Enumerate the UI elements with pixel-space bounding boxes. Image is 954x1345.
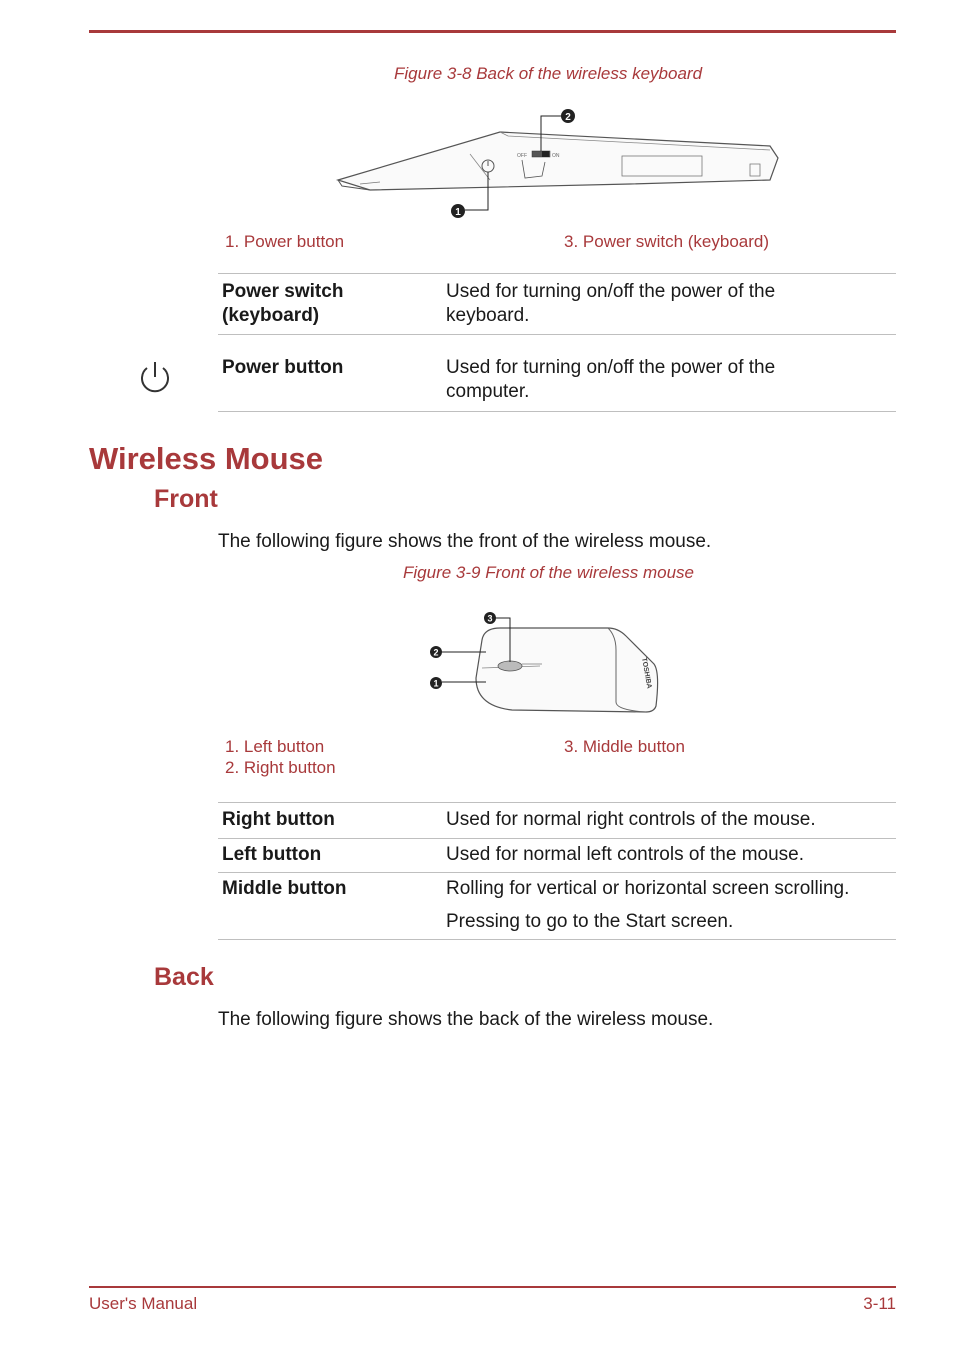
table-row — [218, 802, 896, 838]
term-power-button: Power button — [222, 357, 344, 378]
back-heading: Back — [154, 963, 214, 991]
keyboard-controls-table — [218, 273, 896, 412]
switch-off-label: OFF — [517, 153, 527, 159]
figure-caption-keyboard: Figure 3-8 Back of the wireless keyboard — [394, 64, 703, 83]
term-middle-button: Middle button — [222, 878, 347, 899]
desc-left-button: Used for normal left controls of the mouse. — [446, 844, 804, 865]
footer-rule — [89, 1286, 896, 1288]
power-icon — [138, 360, 172, 396]
callout-badge-1 — [451, 204, 465, 218]
svg-text:3: 3 — [487, 613, 493, 624]
desc-power-button: Used for turning on/off the power of the computer. — [446, 357, 776, 402]
mouse-controls-table — [218, 802, 896, 940]
svg-text:2: 2 — [433, 647, 439, 658]
switch-on-label: ON — [552, 153, 560, 159]
table-row — [218, 273, 896, 334]
section-title: Wireless Mouse — [89, 441, 324, 476]
legend-left-button: 1. Left button 2. Right button — [225, 737, 336, 777]
header-rule — [89, 30, 896, 33]
term-power-switch: Power switch (keyboard) — [222, 281, 344, 326]
desc-middle-button: Rolling for vertical or horizontal screen scrolling. Pressing to go to the Start screen. — [446, 878, 850, 932]
term-left-button: Left button — [222, 844, 322, 865]
svg-text:1: 1 — [433, 678, 439, 689]
desc-power-switch: Used for turning on/off the power of the keyboard. — [446, 281, 776, 326]
keyboard-back-figure — [330, 104, 790, 220]
table-row — [218, 334, 896, 412]
callout-badge-2 — [561, 109, 575, 123]
legend-power-button: 1. Power button — [225, 232, 345, 251]
legend-power-switch: 3. Power switch (keyboard) — [564, 232, 770, 251]
front-intro-text: The following figure shows the front of the wireless mouse. — [218, 531, 712, 552]
footer-manual-label: User's Manual — [89, 1294, 198, 1313]
back-intro-text: The following figure shows the back of the wireless mouse. — [218, 1009, 714, 1030]
brand-label: TOSHIBA — [640, 657, 653, 690]
svg-text:1: 1 — [455, 207, 461, 218]
svg-text:2: 2 — [565, 112, 571, 123]
desc-right-button: Used for normal right controls of the mouse. — [446, 809, 816, 830]
table-row — [218, 838, 896, 872]
callout-badge-3 — [484, 612, 496, 624]
footer-page-number: 3-11 — [863, 1294, 896, 1313]
table-row — [218, 872, 896, 940]
callout-badge-2 — [430, 646, 442, 658]
mouse-front-figure — [420, 606, 670, 722]
figure-caption-mouse: Figure 3-9 Front of the wireless mouse — [403, 563, 695, 582]
term-right-button: Right button — [222, 809, 335, 830]
callout-badge-1 — [430, 677, 442, 689]
legend-middle-button: 3. Middle button — [564, 737, 685, 756]
front-heading: Front — [154, 485, 218, 513]
